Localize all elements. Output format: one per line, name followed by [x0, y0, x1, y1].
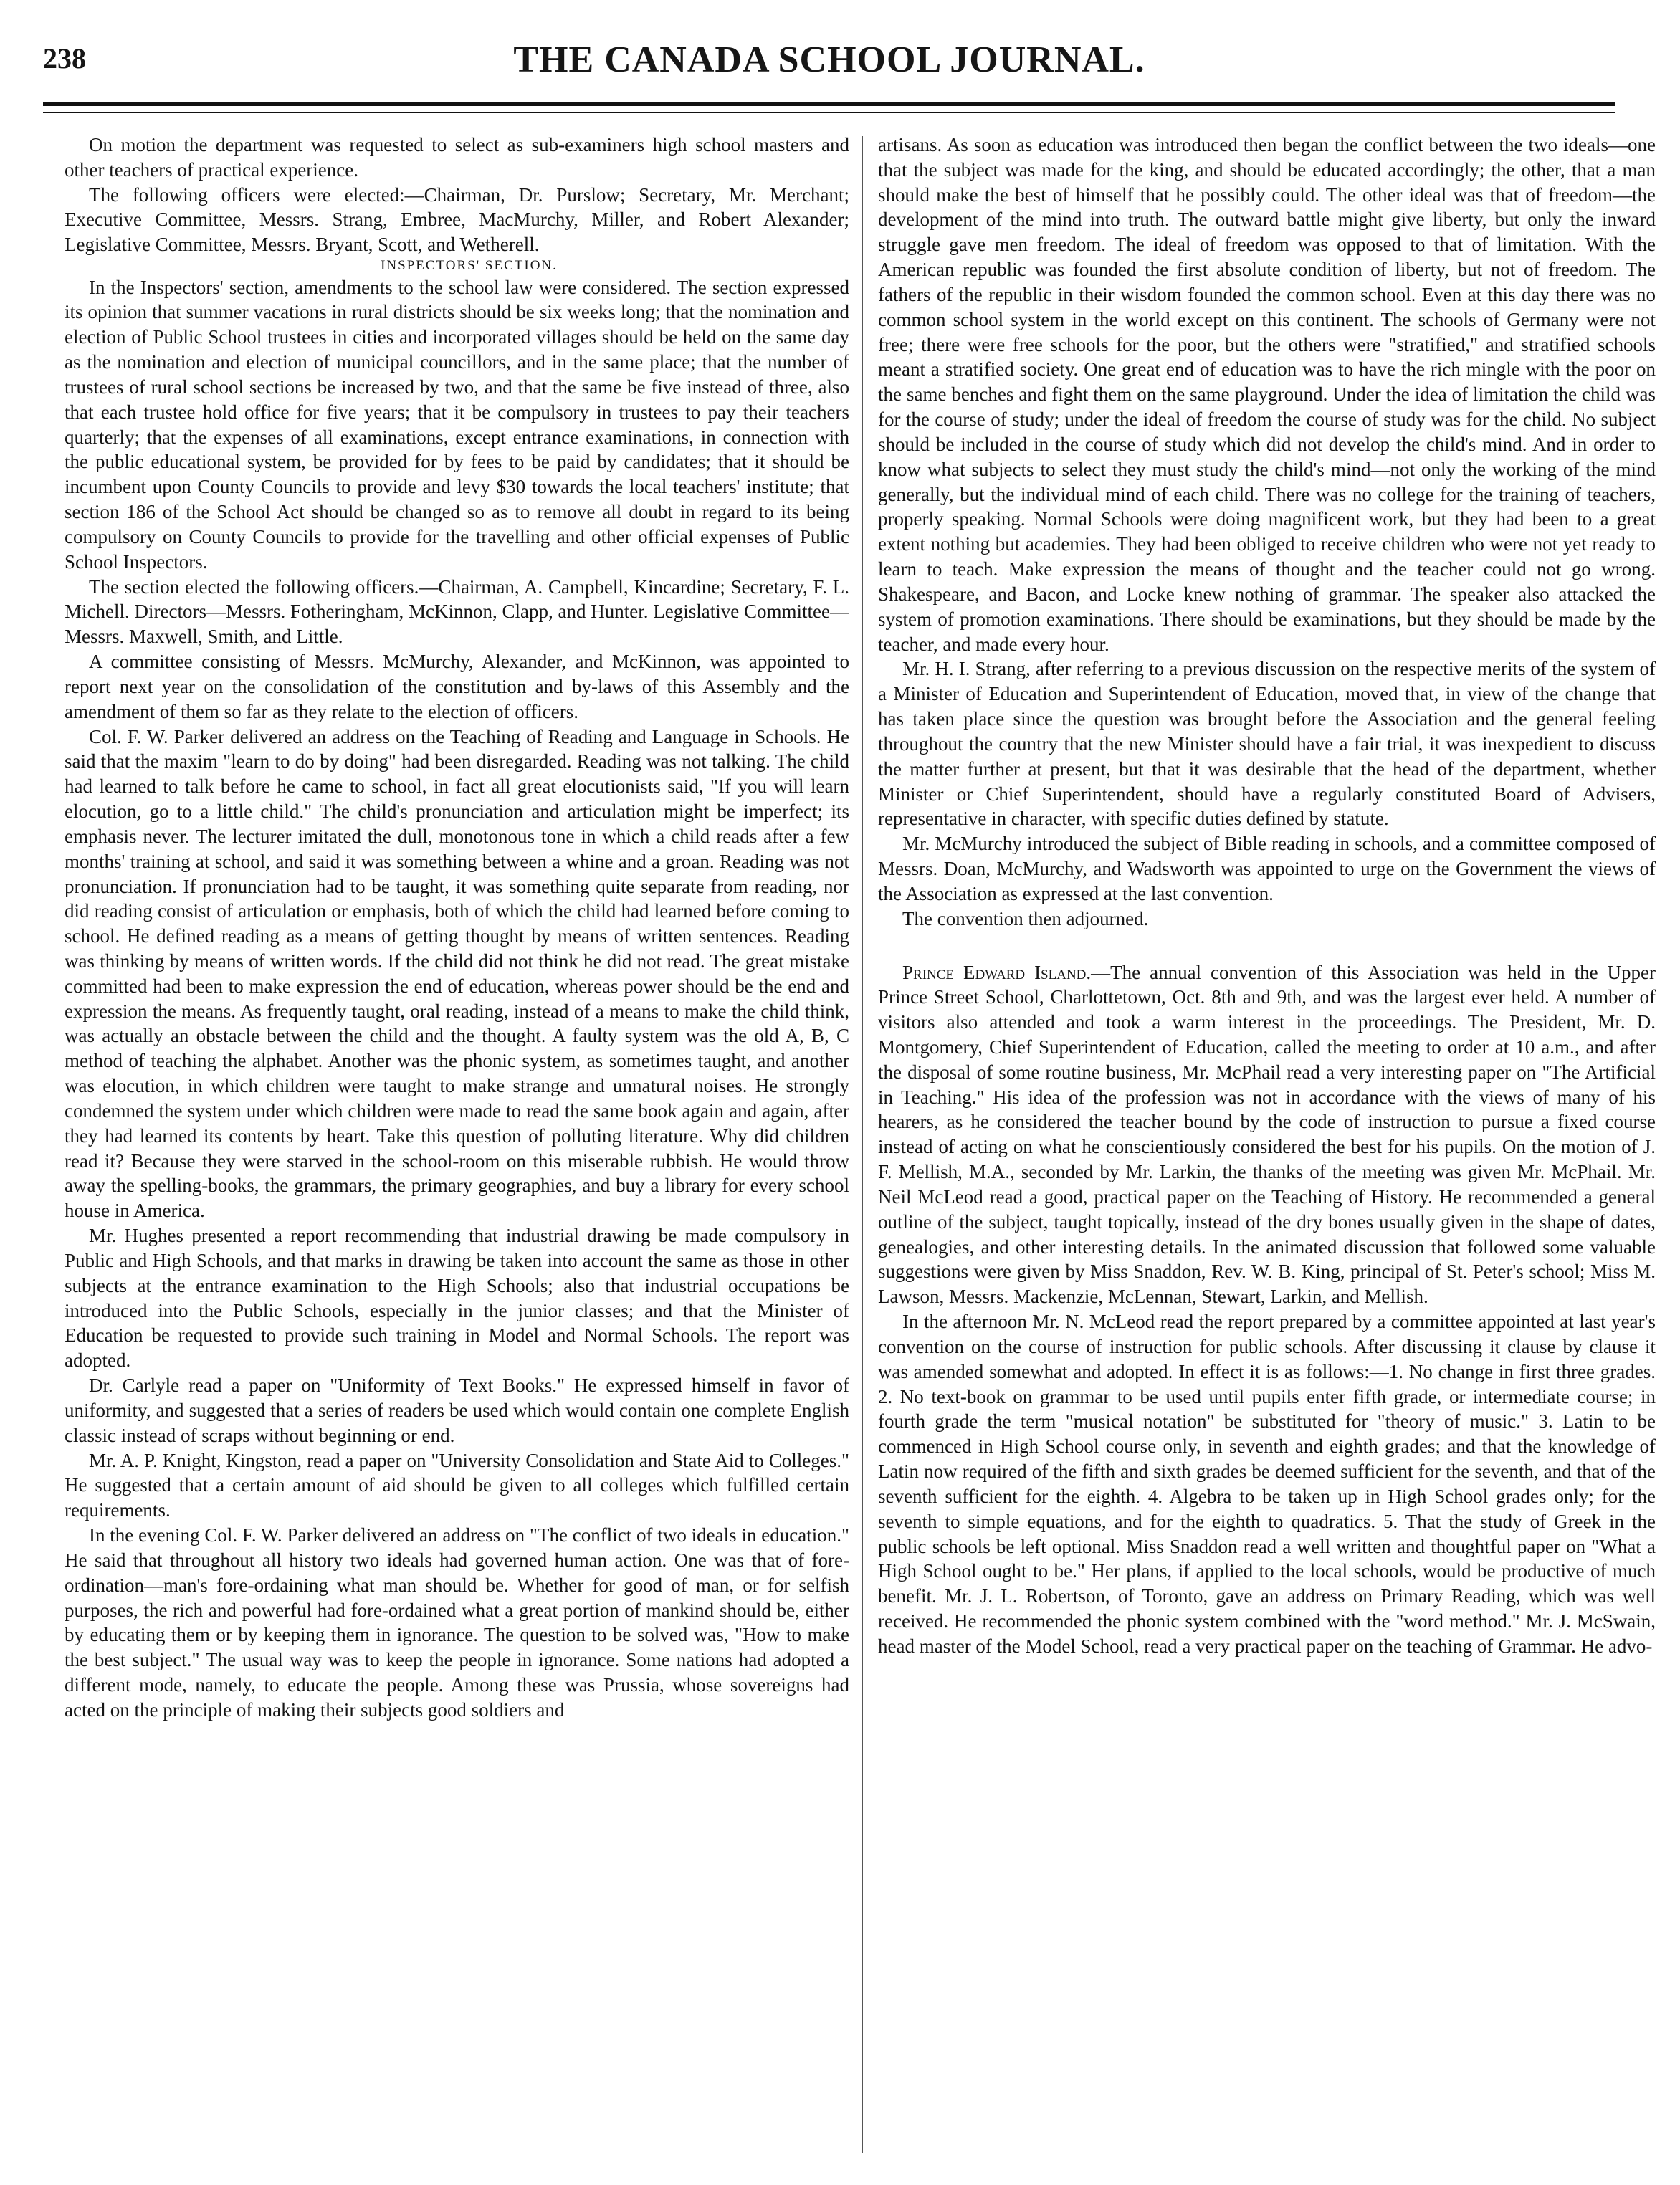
left-column: [65, 133, 849, 2161]
paragraph: Dr. Carlyle read a paper on "Uniformity of Text Books." He expressed himself in favor of uniformity, and suggested that a series of readers be used which would contain one complete English classic instead of scraps without beginning or end.: [65, 1374, 849, 1446]
section-heading: INSPECTORS' SECTION.: [381, 258, 558, 274]
paragraph: In the afternoon Mr. N. McLeod read the report prepared by a committee appointed at last year's convention on the course of instruction for public schools. After discussing it clause by clause it was amended somewhat and adopted. In effect it is as follows:—1. No change in first three grades. 2. No text-book on grammar to be used until pupils enter fifth grade, or intermediate course; in fourth grade the term "musical notation" be substituted for "theory of music." 3. Latin to be commenced in High School course only, in seventh and eighth grades; and that the knowledge of Latin now required of the fifth and sixth grades be deemed sufficient for the seventh, and that of the seventh sufficient for the eighth. 4. Algebra to be taken up in High School grades only; for the seventh to simple equations, and for the eighth to quadratics. 5. That the study of Greek in the public schools be left optional. Miss Snaddon read a well written and thoughtful paper on "What a High School ought to be." Her plans, if applied to the local schools, would be productive of much benefit. Mr. J. L. Robertson, of Toronto, gave an address on Primary Reading, which was well received. He recommended the phonic system combined with the "word method." Mr. J. McSwain, head master of the Model School, read a very practical paper on the teaching of Grammar. He advo-: [878, 1311, 1656, 1657]
header-rule-thin: [43, 112, 1615, 113]
paragraph: In the Inspectors' section, amendments to the school law were considered. The section expressed its opinion that summer vacations in rural districts should be six weeks long; that the nomination and election of Public School trustees in cities and incorporated villages should be held on the same day as the nomination and election of municipal councillors, and in the same place; that the number of trustees of rural school sections be increased by two, and that the same be five instead of three, also that each trustee hold office for five years; that it be compulsory in trustees to pay their teachers quarterly; that the expenses of all examinations, except entrance examinations, in connection with the public educational system, be provided for by fees to be paid by candidates; that it should be incumbent upon County Councils to provide and levy $30 towards the local teachers' institute; that section 186 of the School Act should be changed so as to remove all doubt in regard to its being compulsory on County Councils to provide for the travelling and other official expenses of Public School Inspectors.: [65, 276, 849, 573]
paragraph: Mr. H. I. Strang, after referring to a previous discussion on the respective merits of the system of a Minister of Education and Superintendent of Education, moved that, in view of the change that has taken place since the question was brought before the Association and the general feeling throughout the country that the new Minister should have a fair trial, it was inexpedient to discuss the matter further at present, but that it was desirable that the head of the department, whether Minister or Chief Superintendent, should have a regularly constituted Board of Advisers, representative in character, with specific duties defined by statute.: [878, 658, 1656, 830]
paragraph: artisans. As soon as education was introduced then began the conflict between the two ideals—one that the subject was made for the king, and should be educated accordingly; the other, that a man should make the best of himself that he possibly could. The other ideal was that of freedom—the development of the mind into truth. The outward battle might give liberty, but only the inward struggle gave men freedom. The ideal of freedom was opposed to that of limitation. With the American republic was founded the first absolute condition of liberty, but not of freedom. The fathers of the republic in their wisdom founded the common school. Even at this day there was no common school system in the world except on this continent. The schools of Germany were not free; there were free schools for the poor, but the others were "stratified," and stratified schools meant a stratified society. One great end of education was to have the rich mingle with the poor on the same benches and fight them on the same playground. Under the idea of limitation the child was for the course of study; under the ideal of freedom the course of study was for the child. No subject should be included in the course of study which did not develop the child's mind. And in order to know what subjects to select they must study the child's mind—not only the working of the mind generally, but the individual mind of each child. There was no college for the training of teachers, properly speaking. Normal Schools were doing magnificent work, but they had been to a great extent nothing but academies. They had been obliged to receive children who were not yet ready to learn to teach. Make expression the means of thought and the teacher could not go wrong. Shakespeare, and Bacon, and Locke knew nothing of grammar. The speaker also attacked the system of promotion examinations. There should be examinations, but they should be made by the teacher, and made every hour.: [878, 134, 1656, 655]
pei-heading: Prince Edward Island.: [902, 961, 1092, 983]
paragraph: Mr. Hughes presented a report recommending that industrial drawing be made compulsory in Public and High Schools, and that marks in drawing be taken into account the same as those in other subjects at the entrance examination to the High Schools; also that industrial occupations be introduced into the Public Schools, especially in the junior classes; and that the Minister of Education be requested to provide such training in Model and Normal Schools. The report was adopted.: [65, 1225, 849, 1372]
paragraph: In the evening Col. F. W. Parker delivered an address on "The conflict of two ideals in education." He said that throughout all history two ideals had governed human action. One was that of fore-ordination—man's fore-ordaining what man should be. Whether for good of man, or for selfish purposes, the rich and powerful had fore-ordained what a great portion of mankind should be, either by educating them or by keeping them in ignorance. The question to be solved was, "How to make the best subject." The usual way was to keep the people in ignorance. Some nations had adopted a different mode, namely, to educate the people. Among these was Prussia, whose sovereigns had acted on the principle of making their subjects good soldiers and: [65, 1524, 849, 1721]
paragraph: [878, 960, 1656, 1310]
right-column: [878, 133, 1656, 2161]
paragraph: A committee consisting of Messrs. McMurchy, Alexander, and McKinnon, was appointed to report next year on the consolidation of the constitution and by-laws of this Assembly and the amendment of them so far as they relate to the election of officers.: [65, 651, 849, 722]
paragraph: Mr. A. P. Knight, Kingston, read a paper on "University Consolidation and State Aid to Colleges." He suggested that a certain amount of aid should be given to all colleges which fulfilled certain requirements.: [65, 1449, 849, 1521]
page-number: 238: [43, 42, 86, 75]
paragraph: Mr. McMurchy introduced the subject of Bible reading in schools, and a committee composed of Messrs. Doan, McMurchy, and Wadsworth was appointed to urge on the Government the views of the Association as expressed at the last convention.: [878, 833, 1656, 904]
paragraph: The convention then adjourned.: [902, 907, 1149, 929]
section-gap: [878, 932, 1656, 960]
pei-text: —The annual convention of this Association was held in the Upper Prince Street School, Charlottetown, Oct. 8th and 9th, and was the largest ever held. A number of visitors also attended and took a warm interest in the proceedings. The President, Mr. D. Montgomery, Chief Superintendent of Education, called the meeting to order at 10 a.m., and after the disposal of some routine business, Mr. McPhail read a very interesting paper on "The Artificial in Teaching." His idea of the profession was not in accordance with the views of many of his hearers, as he considered the teacher bound by the code of instruction to pursue a fixed course instead of acting on what he conscientiously considered the best for his pupils. On the motion of J. F. Mellish, M.A., seconded by Mr. Larkin, the thanks of the meeting was given Mr. McPhail. Mr. Neil McLeod read a good, practical paper on the Teaching of History. He recommended a general outline of the subject, taught topically, instead of the dry bones usually given in the shape of dates, genealogies, and other interesting details. In the animated discussion that followed some valuable suggestions were given by Miss Snaddon, Rev. W. B. King, principal of St. Peter's school; Miss M. Lawson, Messrs. Mackenzie, McLennan, Stewart, Larkin, and Mellish.: [878, 961, 1656, 1308]
header-rule-thick: [43, 102, 1615, 106]
journal-title: THE CANADA SCHOOL JOURNAL.: [513, 39, 1145, 80]
paragraph: The section elected the following officers.—Chairman, A. Campbell, Kincardine; Secretary, F. L. Michell. Directors—Messrs. Fotheringham, McKinnon, Clapp, and Hunter. Legislative Committee—Messrs. Maxwell, Smith, and Little.: [65, 575, 849, 648]
paragraph: The following officers were elected:—Chairman, Dr. Purslow; Secretary, Mr. Merchant; Executive Committee, Messrs. Strang, Embree, MacMurchy, Miller, and Robert Alexander; Legislative Committee, Messrs. Bryant, Scott, and Wetherell.: [65, 183, 849, 256]
column-divider: [862, 136, 863, 2153]
paragraph: On motion the department was requested to select as sub-examiners high school masters and other teachers of practical experience.: [65, 134, 849, 181]
paragraph: Col. F. W. Parker delivered an address on the Teaching of Reading and Language in Schools. He said that the maxim "learn to do by doing" had been disregarded. Reading was not talking. The child had learned to talk before he came to school, in fact all great elocutionists said, "If you will learn elocution, go to a little child." The child's pronunciation and articulation might be imperfect; its emphasis never. The lecturer imitated the dull, monotonous tone in which a child reads after a few months' training at school, and said it was something between a whine and a groan. Reading was not pronunciation. If pronunciation had to be taught, it was something quite separate from reading, nor did reading consist of articulation or emphasis, both of which the child had learned before coming to school. He defined reading as a means of getting thought by means of written sentences. Reading was thinking by means of written words. If the child did not think he did not read. The great mistake committed had been to make expression the end of education, whereas power should be the end and expression the means. As frequently taught, oral reading, instead of a means to make the child think, was actually an obstacle between the child and the thought. A faulty system was the old A, B, C method of teaching the alphabet. Another was the phonic system, as sometimes taught, and another was elocution, in which children were taught to make strange and unnatural noises. He strongly condemned the system under which children were made to read the same book again and again, after they had learned its contents by heart. Take this question of polluting literature. Why did children read it? Because they were starved in the school-room on this miserable rubbish. He would throw away the spelling-books, the grammars, the primary geographies, and buy a library for every school house in America.: [65, 725, 849, 1222]
